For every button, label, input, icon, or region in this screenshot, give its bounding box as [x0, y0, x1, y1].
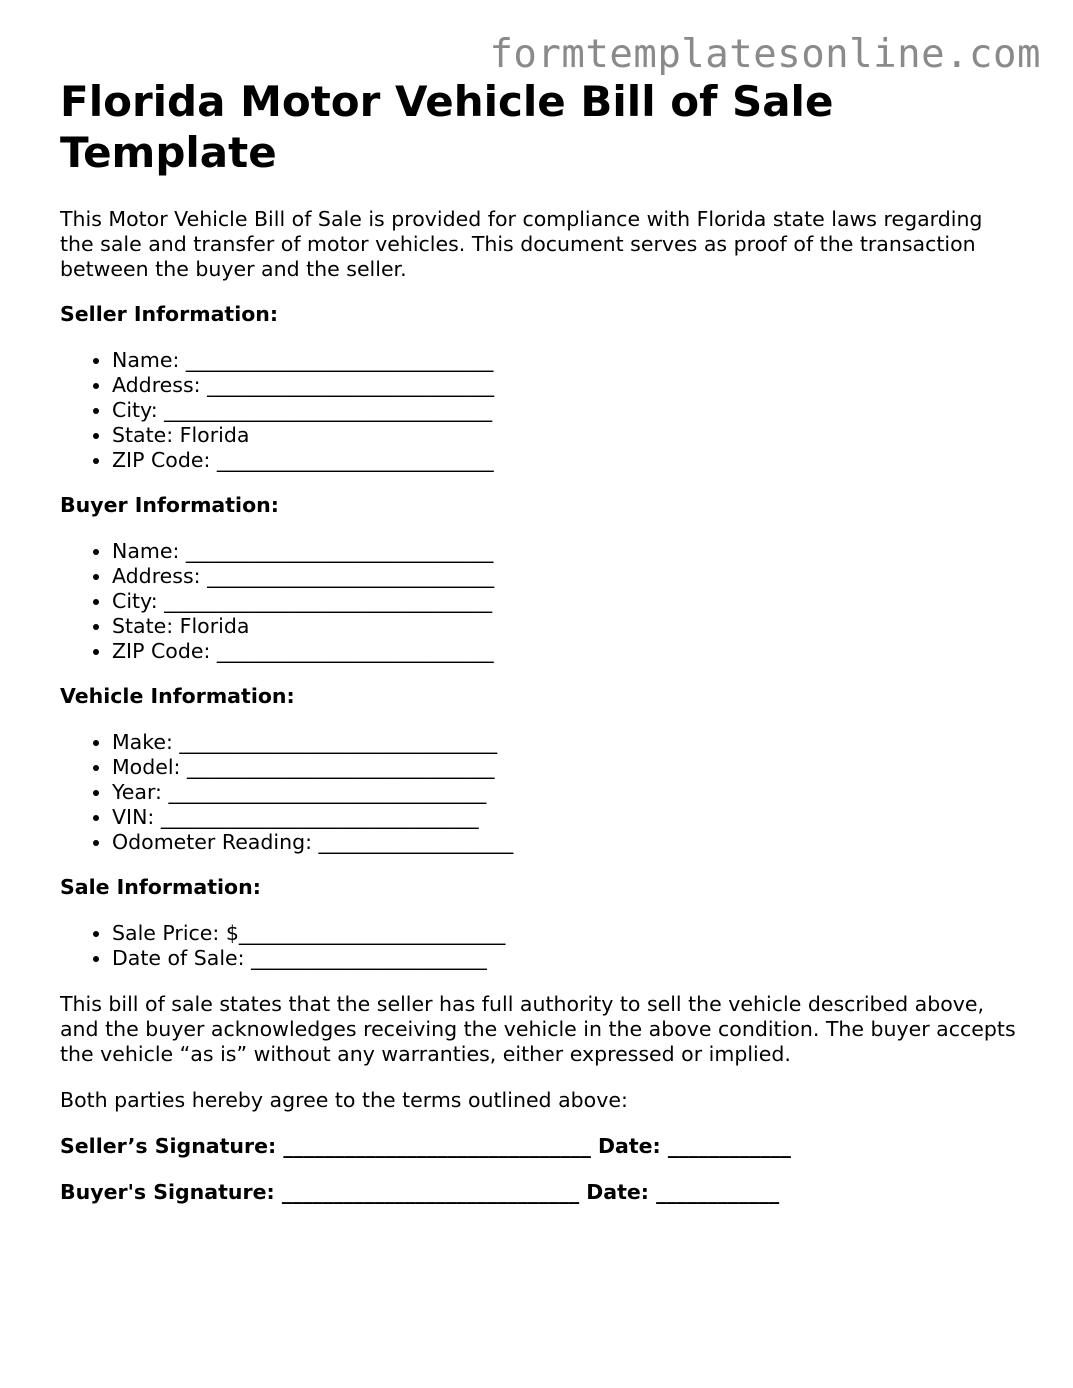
- watermark: formtemplatesonline.com: [489, 32, 1041, 77]
- vehicle-odometer-field: • Odometer Reading: ___________________: [112, 830, 1020, 855]
- seller-name-field: • Name: ______________________________: [112, 348, 1020, 373]
- vehicle-year-field: • Year: _______________________________: [112, 780, 1020, 805]
- seller-zip-field: • ZIP Code: ___________________________: [112, 448, 1020, 473]
- seller-state-field: • State: Florida: [112, 423, 1020, 448]
- buyer-state-field: • State: Florida: [112, 614, 1020, 639]
- document-page: [60, 76, 1020, 1205]
- buyer-city-field: • City: ________________________________: [112, 589, 1020, 614]
- vehicle-vin-field: • VIN: _______________________________: [112, 805, 1020, 830]
- vehicle-make-field: • Make: _______________________________: [112, 730, 1020, 755]
- seller-address-field: • Address: ____________________________: [112, 373, 1020, 398]
- buyer-address-field: • Address: ____________________________: [112, 564, 1020, 589]
- vehicle-model-field: • Model: ______________________________: [112, 755, 1020, 780]
- buyer-name-field: • Name: ______________________________: [112, 539, 1020, 564]
- buyer-zip-field: • ZIP Code: ___________________________: [112, 639, 1020, 664]
- buyer-signature-line: Buyer's Signature: _____________________________ Date: ____________: [60, 1180, 780, 1204]
- sale-section-heading: Sale Information:: [60, 875, 261, 899]
- intro-paragraph: This Motor Vehicle Bill of Sale is provided for compliance with Florida state laws regarding the sale and transfer of motor vehicles. This document serves as proof of the transaction between the buyer and the seller.: [60, 207, 983, 281]
- sale-fields-list: [60, 921, 1020, 971]
- seller-city-field: • City: ________________________________: [112, 398, 1020, 423]
- agreement-paragraph: Both parties hereby agree to the terms outlined above:: [60, 1088, 628, 1112]
- vehicle-fields-list: [60, 730, 1020, 855]
- vehicle-section-heading: Vehicle Information:: [60, 684, 295, 708]
- seller-fields-list: [60, 348, 1020, 473]
- seller-signature-line: Seller’s Signature: ______________________________ Date: ____________: [60, 1134, 791, 1158]
- page-title: Florida Motor Vehicle Bill of Sale Template: [60, 77, 834, 177]
- seller-section-heading: Seller Information:: [60, 302, 279, 326]
- sale-date-field: • Date of Sale: _______________________: [112, 946, 1020, 971]
- buyer-fields-list: [60, 539, 1020, 664]
- buyer-section-heading: Buyer Information:: [60, 493, 279, 517]
- statement-paragraph: This bill of sale states that the seller has full authority to sell the vehicle described above, and the buyer acknowledges receiving the vehicle in the above condition. The buyer accepts the vehicle “as is” without any warranties, either expressed or implied.: [60, 992, 1016, 1066]
- sale-price-field: • Sale Price: $__________________________: [112, 921, 1020, 946]
